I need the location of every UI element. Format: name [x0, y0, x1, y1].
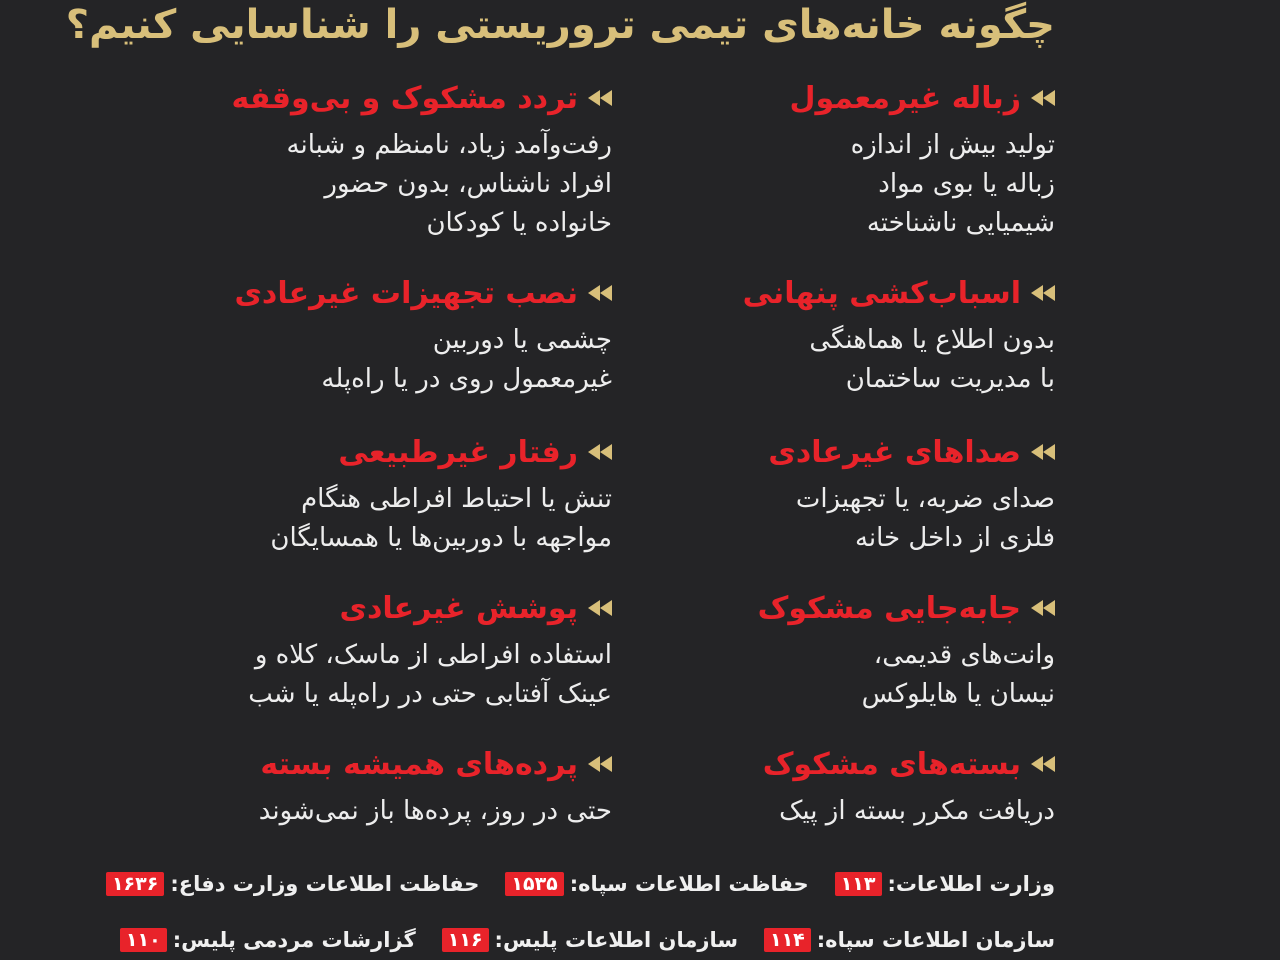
contact-number: ۱۱۳: [835, 872, 882, 896]
tip-heading: رفتار غیرطبیعی: [338, 434, 578, 470]
double-arrow-icon: [1031, 756, 1055, 772]
tip-suspicious-traffic: [172, 76, 612, 243]
tip-line: عینک آفتابی حتی در راه‌پله یا شب: [248, 679, 612, 709]
contact-item: [764, 928, 1055, 952]
tip-line: صدای ضربه، یا تجهیزات: [795, 484, 1055, 514]
tip-abnormal-behavior: [172, 430, 612, 558]
tip-heading: اسباب‌کشی پنهانی: [742, 275, 1021, 311]
contacts-row-2: [120, 928, 1055, 952]
tip-unusual-sounds: [615, 430, 1055, 558]
page-title: چگونه خانه‌های تیمی تروریستی را شناسایی کنیم؟: [65, 2, 1055, 48]
contact-number: ۱۱۴: [764, 928, 811, 952]
tip-suspicious-transport: [615, 586, 1055, 714]
tip-line: استفاده افراطی از ماسک، کلاه و: [254, 640, 612, 670]
tip-heading: صداهای غیرعادی: [768, 434, 1021, 470]
double-arrow-icon: [1031, 600, 1055, 616]
double-arrow-icon: [588, 600, 612, 616]
contact-label: سازمان اطلاعات سپاه:: [816, 928, 1055, 952]
double-arrow-icon: [588, 756, 612, 772]
tip-line: نیسان یا هایلوکس: [861, 679, 1055, 709]
contact-item: [120, 928, 416, 952]
contact-item: [106, 872, 479, 896]
tip-heading: زباله غیرمعمول: [789, 80, 1021, 116]
tip-line: حتی در روز، پرده‌ها باز نمی‌شوند: [258, 796, 612, 826]
contact-label: گزارشات مردمی پلیس:: [172, 928, 416, 952]
tip-line: تولید بیش از اندازه: [850, 130, 1055, 160]
tip-line: وانت‌های قدیمی،: [873, 640, 1055, 670]
tip-heading: پوشش غیرعادی: [339, 590, 578, 626]
contact-label: وزارت اطلاعات:: [887, 872, 1055, 896]
tip-unusual-clothing: [172, 586, 612, 714]
tip-line: رفت‌وآمد زیاد، نامنظم و شبانه: [286, 130, 612, 160]
tip-suspicious-packages: [615, 742, 1055, 831]
contact-item: [835, 872, 1055, 896]
tip-line: با مدیریت ساختمان: [845, 364, 1055, 394]
tip-line: دریافت مکرر بسته از پیک: [779, 796, 1055, 826]
contacts-row-1: [106, 872, 1055, 896]
contact-number: ۱۱۰: [120, 928, 167, 952]
contact-number: ۱۵۳۵: [505, 872, 563, 896]
tip-closed-curtains: [172, 742, 612, 831]
double-arrow-icon: [588, 285, 612, 301]
double-arrow-icon: [588, 444, 612, 460]
double-arrow-icon: [1031, 285, 1055, 301]
tip-heading: تردد مشکوک و بی‌وقفه: [231, 80, 578, 116]
tip-heading: بسته‌های مشکوک: [762, 746, 1021, 782]
contact-item: [442, 928, 738, 952]
contact-label: حفاظت اطلاعات سپاه:: [569, 872, 809, 896]
tip-line: خانواده یا کودکان: [426, 208, 612, 238]
contact-item: [505, 872, 808, 896]
tip-line: تنش یا احتیاط افراطی هنگام: [301, 484, 612, 514]
tip-line: چشمی یا دوربین: [432, 325, 612, 355]
double-arrow-icon: [588, 90, 612, 106]
tip-line: بدون اطلاع یا هماهنگی: [809, 325, 1055, 355]
tip-heading: جابه‌جایی مشکوک: [757, 590, 1021, 626]
tip-heading: پرده‌های همیشه بسته: [260, 746, 578, 782]
tip-line: مواجهه با دوربین‌ها یا همسایگان: [270, 523, 612, 553]
tip-line: غیرمعمول روی در یا راه‌پله: [321, 364, 612, 394]
tip-line: افراد ناشناس، بدون حضور: [324, 169, 612, 199]
contact-label: حفاظت اطلاعات وزارت دفاع:: [170, 872, 480, 896]
contact-number: ۱۶۳۶: [106, 872, 164, 896]
double-arrow-icon: [1031, 444, 1055, 460]
tip-line: شیمیایی ناشناخته: [866, 208, 1055, 238]
tip-line: فلزی از داخل خانه: [854, 523, 1055, 553]
tip-heading: نصب تجهیزات غیرعادی: [234, 275, 578, 311]
contact-number: ۱۱۶: [442, 928, 489, 952]
tip-unusual-garbage: [615, 76, 1055, 243]
contact-label: سازمان اطلاعات پلیس:: [494, 928, 738, 952]
tip-line: زباله یا بوی مواد: [878, 169, 1055, 199]
double-arrow-icon: [1031, 90, 1055, 106]
tip-secret-moving: [615, 271, 1055, 399]
tip-unusual-equipment: [172, 271, 612, 399]
